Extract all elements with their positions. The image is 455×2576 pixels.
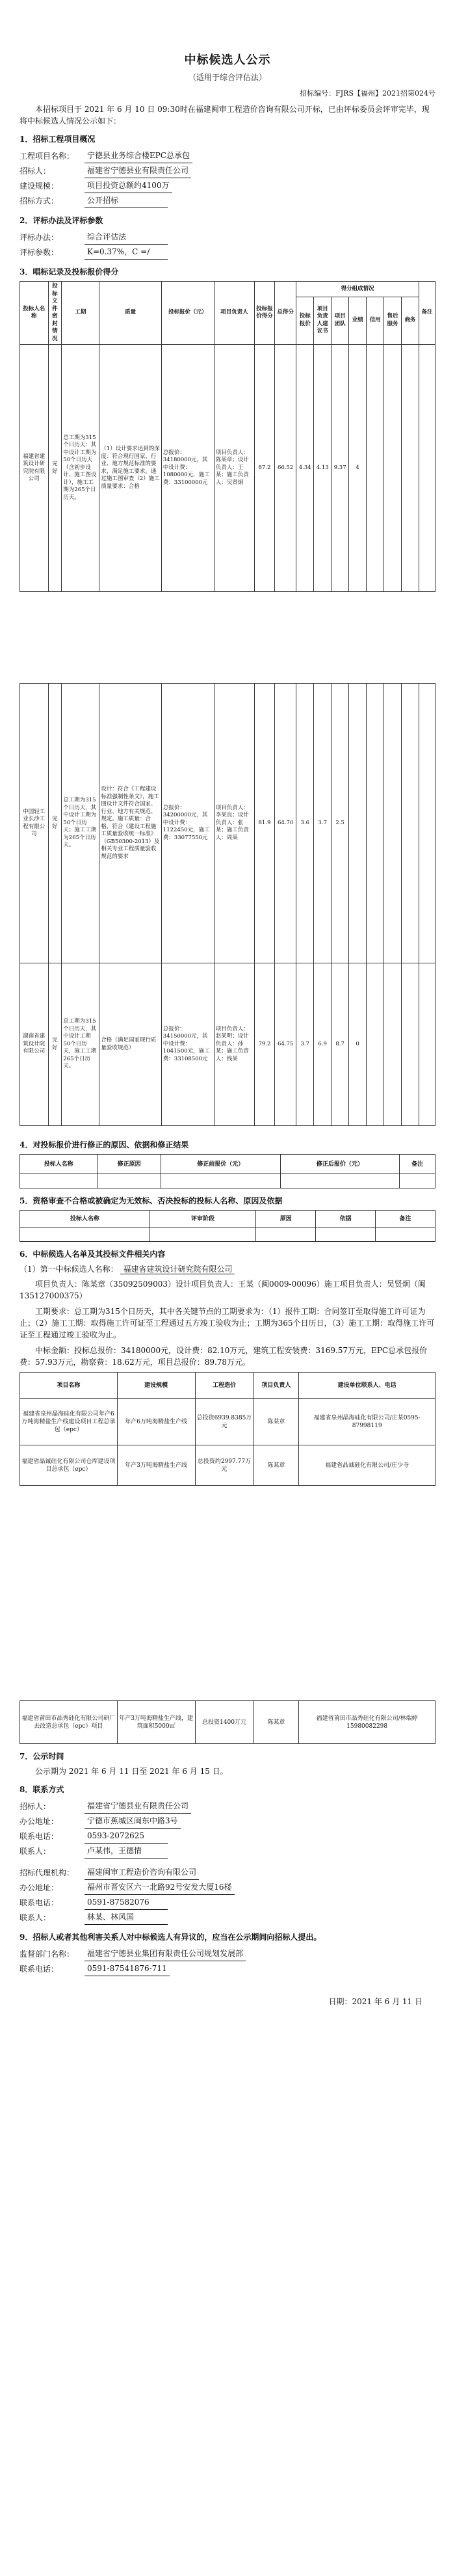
bid-cell-item <box>384 684 402 963</box>
bid-head-note: 备注 <box>419 282 436 345</box>
bid-head-price: 投标报价（元） <box>161 282 214 345</box>
bid-cell-price: 总报价：34180000元，其中设计费：1080000元，施工费：33100000元 <box>161 345 214 592</box>
bid-cell-item: 3.6 <box>296 684 314 963</box>
eval-method-row <box>20 230 436 245</box>
bid-cell-seal: 完好 <box>48 684 62 963</box>
section-1-heading: 1．招标工程项目概况 <box>20 135 96 144</box>
bid-head-name: 投标人名称 <box>20 282 49 345</box>
contact-agent-value: 福建闽审工程造价咨询有限公司 <box>84 1865 199 1880</box>
perf-head-manager: 项目负责人 <box>254 1373 299 1399</box>
supervision-dept-row <box>20 1946 436 1961</box>
perf-cell: 总投资约2997.77万元 <box>195 1445 254 1486</box>
invalid-table <box>20 1210 436 1242</box>
bid-cell-item <box>384 345 402 592</box>
table-row <box>20 1445 436 1486</box>
table-row <box>20 1701 436 1744</box>
supervision-tel-label: 联系电话： <box>20 1965 59 1974</box>
first-candidate-label: （1）第一中标候选人名称： <box>20 1265 118 1274</box>
project-method-value: 公开招标 <box>84 193 168 208</box>
contact-agent-row <box>20 1865 436 1880</box>
supervision-tel-value: 0591-87541876-711 <box>84 1961 170 1976</box>
notice-number: 招标编号：FJRS【福州】2021招第024号 <box>300 89 436 98</box>
intro-paragraph: 本招标项目于 2021 年 6 月 10 日 09:30时在福建闽审工程造价咨询有限公司开标，已由评标委员会评审完毕，现将中标候选人情况公示如下： <box>20 105 430 126</box>
bid-cell-period: 总工期为315个日历天，其中设计工期50个日历天，施工工期265个日历天。 <box>62 963 99 1126</box>
table-row <box>20 1228 436 1242</box>
bid-subhead-team: 项目团队 <box>332 297 349 344</box>
bid-cell-total: 66.52 <box>275 345 296 592</box>
eval-param-value: K=0.37%，C =/ <box>84 245 168 260</box>
contact-agent-label: 招标代理机构： <box>20 1868 75 1877</box>
perf-cell: 福建省莆田市晶秀硅化有限公司研厂去改造总承包（epc）项目 <box>20 1701 118 1744</box>
bid-cell-quality: 设计：符合《工程建设标准强制性条文》，施工图设计文件符合国家、行业、地方有关规范、规定。施工质量：合格，符合《建设工程施工质量验收统一标准》（GB50300-2013）及相关专业工程质量验收规范的要求 <box>99 684 161 963</box>
candidate-manager-text: 项目负责人：陈某章（35092509003）设计项目负责人：王某（闽0009-00096）施工项目负责人：吴贤炯（闽135127000375） <box>20 1280 426 1300</box>
bid-subhead-proposal: 项目负责人建议书 <box>314 297 332 344</box>
contact-agent-addr-value: 福州市晋安区六一北路92号安发大厦16楼 <box>84 1880 235 1895</box>
supervision-tel-row <box>20 1961 436 1976</box>
contact-agent-tel-label: 联系电话： <box>20 1898 59 1907</box>
bid-cell-price: 总报价：34150000元，其中设计费：1041500元，施工费：33108500元 <box>161 963 214 1126</box>
perf-head-cost: 工程造价 <box>195 1373 254 1399</box>
bid-cell-item: 9.37 <box>332 345 349 592</box>
contact-agent-tel-row <box>20 1895 436 1910</box>
bid-cell-period: 总工期为315个日历天，其中设计工期为50个日历天；施工工期为265个日历天。 <box>62 684 99 963</box>
invalid-head-reason: 原因 <box>256 1211 316 1228</box>
bid-cell-item: 2.5 <box>332 684 349 963</box>
correction-head-name: 投标人名称 <box>20 1155 98 1174</box>
project-name-row <box>20 148 436 163</box>
bid-cell-manager: 项目负责人：陈某章；设计负责人：王某；施工负责人：吴贤炯 <box>214 345 254 592</box>
bid-cell-manager: 项目负责人：赵某明；设计负责人：孙某；施工负责人：钱某 <box>214 963 254 1126</box>
bid-cell-name: 福建省建筑设计研究院有限公司 <box>20 345 49 592</box>
bid-subhead-service: 售后服务 <box>384 297 402 344</box>
perf-cell: 总投资1400万元 <box>195 1701 254 1744</box>
bid-cell-item: 4.13 <box>314 345 332 592</box>
contact-agent-person-row <box>20 1910 436 1925</box>
bid-cell-item: 4.34 <box>296 345 314 592</box>
perf-cell: 年产3万吨海精盐生产线 <box>117 1445 195 1486</box>
publicity-text: 公示期为 2021 年 6 月 11 日至 2021 年 6 月 15 日。 <box>35 1767 228 1776</box>
project-name-label: 工程项目名称： <box>20 152 75 161</box>
candidate-price-text: 中标金额：投标总报价：34180000元，设计费：82.10万元，建筑工程安装费：3169.57万元，EPC总承包报价费：57.93万元，勘察费：18.62万元，项目总报价：89.78万元。 <box>20 1346 428 1367</box>
supervision-dept-label: 监督部门名称： <box>20 1950 75 1959</box>
bid-cell-item <box>349 684 367 963</box>
bid-head-price-score: 投标报价得分 <box>254 282 274 345</box>
bid-head-period: 工期 <box>62 282 99 345</box>
bid-table <box>20 281 436 592</box>
project-scale-value: 项目投资总额约4100万 <box>84 178 172 193</box>
contact-owner-addr-value: 宁德市蕉城区闽东中路3号 <box>84 1814 181 1829</box>
performance-table <box>20 1372 436 1486</box>
section-2-heading: 2．评标办法及评标参数 <box>20 216 103 225</box>
section-3-heading: 3．唱标记录及投标报价得分 <box>20 267 119 276</box>
supervision-dept-value: 福建省宁德县业集团有限责任公司规划发展部 <box>84 1946 246 1961</box>
contact-owner-row <box>20 1799 436 1814</box>
perf-head-contact: 建设单位联系人、电话 <box>299 1373 436 1399</box>
perf-cell: 陈某章 <box>254 1445 299 1486</box>
table-row <box>20 1174 436 1188</box>
bid-cell-period: 总工期为315个日历天：其中设计工期为50个日历天（含初步设计、施工图设计），施工工期为265个日历天。 <box>62 345 99 592</box>
perf-cell: 福建省晶诚硅化有限公司仓库建设项目总承包（epc） <box>20 1445 118 1486</box>
bid-cell-item: 6.9 <box>314 963 332 1126</box>
contact-owner-tel-value: 0593-2072625 <box>84 1829 168 1844</box>
bid-table-continued <box>20 683 436 1126</box>
perf-cell: 福建省泉州晶海硅化有限公司/庄某0595-87998119 <box>299 1399 436 1445</box>
correction-head-after: 修正后报价（元） <box>280 1155 400 1174</box>
bid-head-seal: 投标文件密封情况 <box>48 282 62 345</box>
bid-cell-item: 4 <box>349 345 367 592</box>
correction-head-note: 备注 <box>400 1155 436 1174</box>
section-6-heading: 6．中标候选人名单及其投标文件相关内容 <box>20 1250 166 1259</box>
bid-cell-item <box>367 684 384 963</box>
invalid-head-basis: 依据 <box>316 1211 376 1228</box>
contact-owner-addr-label: 办公地址： <box>20 1817 59 1826</box>
bid-cell-item <box>402 684 419 963</box>
project-scale-label: 建设规模： <box>20 181 59 191</box>
section-7-heading: 7．公示时间 <box>20 1752 64 1761</box>
bid-subhead-price: 投标报价 <box>296 297 314 344</box>
table-row <box>20 345 436 592</box>
bid-cell-quality: 合格（满足国家现行质量验收规范） <box>99 963 161 1126</box>
first-candidate-name: 福建省建筑设计研究院有限公司 <box>120 1265 235 1274</box>
contact-owner-tel-row <box>20 1829 436 1844</box>
bid-cell-manager: 项目负责人：李某良；设计负责人：张某；施工负责人：周某 <box>214 684 254 963</box>
perf-cell: 年产3万吨海精盐生产线，建筑面积5000㎡ <box>117 1701 195 1744</box>
project-scale-row <box>20 178 436 193</box>
contact-owner-person-value: 卢某伟，王德情 <box>84 1844 168 1858</box>
bid-cell-total: 64.70 <box>275 684 296 963</box>
contact-owner-addr-row <box>20 1814 436 1829</box>
perf-cell: 总投资6939.8385万元 <box>195 1399 254 1445</box>
performance-table-continued <box>20 1700 436 1744</box>
project-method-label: 招标方式： <box>20 196 59 206</box>
bid-subhead-commerce: 商务 <box>402 297 419 344</box>
table-row <box>20 684 436 963</box>
bid-cell-price-score: 81.9 <box>254 684 274 963</box>
page-title: 中标候选人公示 <box>184 53 271 67</box>
bid-cell-name: 中国轻工业长沙工程有限公司 <box>20 684 49 963</box>
table-row <box>20 1399 436 1445</box>
table-row <box>20 963 436 1126</box>
bid-subhead-credit: 信用 <box>367 297 384 344</box>
bid-cell-item: 0 <box>349 963 367 1126</box>
perf-head-scale: 建设规模 <box>117 1373 195 1399</box>
bid-cell-item <box>402 345 419 592</box>
bid-cell-note <box>419 963 436 1126</box>
bid-cell-price: 总报价：34200000元，其中设计费：1122450元，施工费：33077550元 <box>161 684 214 963</box>
contact-owner-person-label: 联系人： <box>20 1847 51 1856</box>
perf-cell: 陈某章 <box>254 1399 299 1445</box>
invalid-head-note: 备注 <box>376 1211 436 1228</box>
contact-agent-tel-value: 0591-87582076 <box>84 1895 168 1910</box>
bid-head-composition: 得分组成情况 <box>296 282 419 297</box>
bid-cell-item: 8.7 <box>332 963 349 1126</box>
perf-cell: 福建省晶诚硅化有限公司/庄少寺 <box>299 1445 436 1486</box>
perf-cell: 陈某章 <box>254 1701 299 1744</box>
correction-head-before: 修正前报价（元） <box>161 1155 280 1174</box>
project-owner-label: 招标人： <box>20 167 51 176</box>
contact-owner-value: 福建省宁德县业有限责任公司 <box>84 1799 191 1814</box>
section-5-heading: 5．资格审查不合格或被确定为无效标、否决投标的投标人名称、原因及依据 <box>20 1196 283 1205</box>
bid-cell-item <box>367 345 384 592</box>
project-owner-row <box>20 163 436 178</box>
section-9-heading: 9．招标人或者其他利害关系人对中标候选人有异议的，应当在公示期间向招标人提出。 <box>20 1933 322 1942</box>
perf-head-project: 项目名称 <box>20 1373 118 1399</box>
project-method-row <box>20 193 436 208</box>
bid-cell-note <box>419 345 436 592</box>
bid-cell-item <box>367 963 384 1126</box>
first-candidate-row <box>20 1263 436 1274</box>
bid-cell-seal: 完好 <box>48 963 62 1126</box>
contact-owner-tel-label: 联系电话： <box>20 1832 59 1841</box>
page-subtitle: （适用于综合评估法） <box>188 73 266 82</box>
date-line: 日期：2021 年 6 月 11 日 <box>328 1997 422 2006</box>
bid-cell-quality: （1）设计要求达到的深度：符合现行国家、行业、地方规范标准的要求，满足施工要求。通过施工图审查（2）施工质量要求：合格 <box>99 345 161 592</box>
bid-head-total: 总得分 <box>275 282 296 345</box>
bid-head-quality: 质量 <box>99 282 161 345</box>
perf-cell: 福建省泉州晶海硅化有限公司年产6万吨海精盐生产线建设项目工程总承包（epc） <box>20 1399 118 1445</box>
bid-cell-item <box>402 963 419 1126</box>
bid-cell-item: 3.7 <box>296 963 314 1126</box>
project-name-value: 宁德县业务综合楼EPC总承包 <box>84 148 192 163</box>
bid-cell-item: 3.7 <box>314 684 332 963</box>
perf-cell: 福建省莆田市晶秀硅化有限公司/林端婷 15980082298 <box>299 1701 436 1744</box>
section-4-heading: 4．对投标报价进行修正的原因、依据和修正结果 <box>20 1140 189 1149</box>
eval-param-row <box>20 245 436 260</box>
contact-agent-person-value: 林某、林风国 <box>84 1910 168 1925</box>
bid-cell-seal: 完好 <box>48 345 62 592</box>
project-owner-value: 福建省宁德县业有限责任公司 <box>84 163 191 178</box>
invalid-head-stage: 评审阶段 <box>150 1211 256 1228</box>
correction-table <box>20 1154 436 1188</box>
bid-cell-price-score: 87.2 <box>254 345 274 592</box>
bid-cell-name: 湖南省建筑设计院有限公司 <box>20 963 49 1126</box>
bid-cell-price-score: 79.2 <box>254 963 274 1126</box>
bid-cell-note <box>419 684 436 963</box>
section-8-heading: 8．联系方式 <box>20 1785 64 1794</box>
eval-method-label: 评标办法： <box>20 233 59 242</box>
candidate-period-text: 工期要求：总工期为315个日历天，其中各关键节点的工期要求为：（1）报件工期：合同签订至取得施工许可证为止；（2）施工工期：取得施工许可证至工程通过五方竣工验收为止；工期为365个日历日，（3）施工工期：取得施工许可证至工程通过竣工验收为止。 <box>20 1307 435 1339</box>
contact-agent-addr-row <box>20 1880 436 1895</box>
contact-owner-person-row <box>20 1844 436 1858</box>
contact-agent-person-label: 联系人： <box>20 1913 51 1922</box>
invalid-head-name: 投标人名称 <box>20 1211 150 1228</box>
bid-cell-total: 64.75 <box>275 963 296 1126</box>
perf-cell: 年产6万吨海精盐生产线 <box>117 1399 195 1445</box>
contact-agent-addr-label: 办公地址： <box>20 1883 59 1892</box>
notice-page <box>20 0 436 2007</box>
bid-subhead-perf: 业绩 <box>349 297 367 344</box>
contact-owner-label: 招标人： <box>20 1802 51 1811</box>
eval-param-label: 评标参数： <box>20 248 59 257</box>
eval-method-value: 综合评估法 <box>84 230 168 245</box>
bid-cell-item <box>384 963 402 1126</box>
page-gap <box>20 1486 436 1700</box>
page-gap <box>20 592 436 683</box>
bid-head-manager: 项目负责人 <box>214 282 254 345</box>
correction-head-reason: 修正原因 <box>98 1155 161 1174</box>
